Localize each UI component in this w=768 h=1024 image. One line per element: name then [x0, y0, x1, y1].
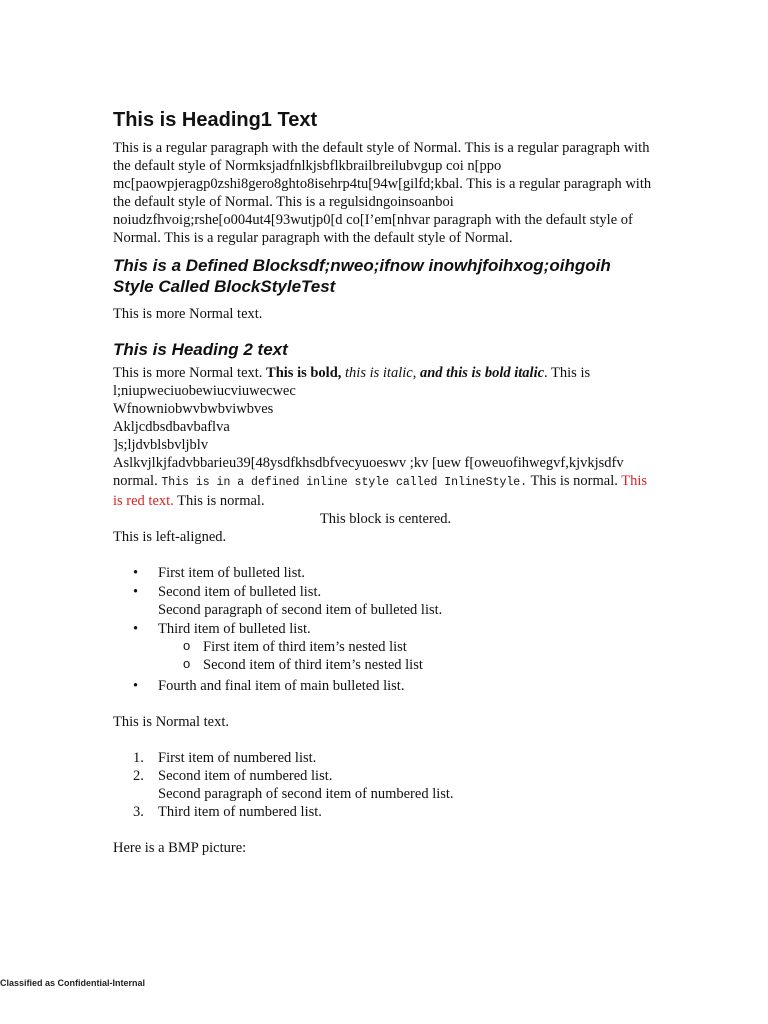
- bulleted-list: [113, 564, 658, 695]
- list-item: [113, 803, 658, 821]
- list-item-text: Fourth and final item of main bulleted list.: [158, 678, 405, 694]
- inline-style-text: This is in a defined inline style called InlineStyle.: [161, 476, 528, 489]
- heading1: This is Heading1 Text: [113, 109, 318, 131]
- bmp-picture-label: Here is a BMP picture:: [113, 840, 247, 856]
- nested-list-item: [158, 656, 658, 674]
- mixed-format-paragraph: [113, 364, 658, 510]
- list-item: [113, 583, 658, 619]
- heading2: This is Heading 2 text: [113, 340, 288, 359]
- more-normal-text: This is more Normal text.: [113, 306, 263, 322]
- list-item: [113, 620, 658, 674]
- garbage-line-4: Akljcdbsdbavbaflva: [113, 419, 230, 435]
- comma: ,: [412, 365, 420, 381]
- bullet-icon: •: [133, 584, 139, 600]
- centered-block: This block is centered.: [319, 511, 452, 527]
- bullet-icon: •: [133, 678, 139, 694]
- list-number: 2.: [133, 768, 144, 784]
- list-item: [113, 767, 658, 803]
- list-item-text: First item of numbered list.: [158, 750, 317, 766]
- nested-item-text: First item of third item’s nested list: [203, 639, 407, 655]
- list-item-text: Second item of numbered list.: [158, 768, 333, 784]
- garbage-line-6: Aslkvjlkjfadvbbarieu39[48ysdfkhsdbfvecyuoeswv ;kv [uew f[oweuofihwegvf,kjvkjsdfv: [113, 455, 624, 471]
- list-item-second-paragraph: Second paragraph of second item of numbered list.: [158, 786, 454, 802]
- normal-again: This is normal.: [527, 473, 622, 489]
- document-body: [113, 107, 658, 857]
- bold-text: This is bold,: [266, 365, 342, 381]
- list-item-text: Second item of bulleted list.: [158, 584, 322, 600]
- circle-bullet-icon: o: [183, 656, 191, 671]
- garbage-line-5: ]s;ljdvblsbvljblv: [113, 437, 209, 453]
- list-item-text: Third item of numbered list.: [158, 804, 322, 820]
- nested-list: [158, 638, 658, 674]
- normal-end: This is normal.: [173, 493, 265, 509]
- bullet-icon: •: [133, 565, 139, 581]
- red-text: This is red text.: [113, 473, 647, 509]
- block-style-heading: [113, 255, 658, 297]
- list-item: [113, 749, 658, 767]
- list-number: 3.: [133, 804, 144, 820]
- normal-dot: normal.: [113, 473, 162, 489]
- italic-text: this is italic: [345, 365, 413, 381]
- list-item-text: Third item of bulleted list.: [158, 621, 311, 637]
- bullet-icon: •: [133, 621, 139, 637]
- block-heading-line1: This is a Defined Blocksdf;nweo;ifnow inowhjfoihxog;oihgoih: [113, 256, 611, 275]
- nested-item-text: Second item of third item’s nested list: [203, 657, 423, 673]
- normal-text: This is Normal text.: [113, 714, 229, 730]
- list-number: 1.: [133, 750, 144, 766]
- list-item: [113, 677, 658, 695]
- garbage-line-3: Wfnowniobwvbwbviwbves: [113, 401, 274, 417]
- bold-italic-text: and this is bold italic: [419, 365, 545, 381]
- after-bold-italic: . This is: [544, 365, 591, 381]
- list-item-text: First item of bulleted list.: [158, 565, 306, 581]
- block-heading-line2: Style Called BlockStyleTest: [113, 277, 336, 296]
- nested-list-item: [158, 638, 658, 656]
- normal-start: This is more Normal text.: [113, 365, 267, 381]
- list-item: [113, 564, 658, 582]
- left-aligned-text: This is left-aligned.: [113, 529, 227, 545]
- list-item-second-paragraph: Second paragraph of second item of bulleted list.: [158, 602, 443, 618]
- numbered-list: [113, 749, 658, 821]
- garbage-line-2: l;niupweciuobewiucviuwecwec: [113, 383, 296, 399]
- circle-bullet-icon: o: [183, 638, 191, 653]
- classification-footer: Classified as Confidential-Internal: [0, 978, 146, 988]
- paragraph-normal: This is a regular paragraph with the default style of Normal. This is a regular paragraph with the default style of Normksjadfnlkjsbflkbrailbreilubvgup coi n[ppo mc[paowpjeragp0zshi8gero8ghto8isehrp4tu[94w[gilfd;kbal. This is a regular paragraph with the default style of Normal. This is a regulsidngoinsoanboi noiudzfhvoig;rshe[o004ut4[93wutjp0[d co[I’em[nhvar paragraph with the default style of Normal. This is a regular paragraph with the default style of Normal.: [113, 140, 652, 246]
